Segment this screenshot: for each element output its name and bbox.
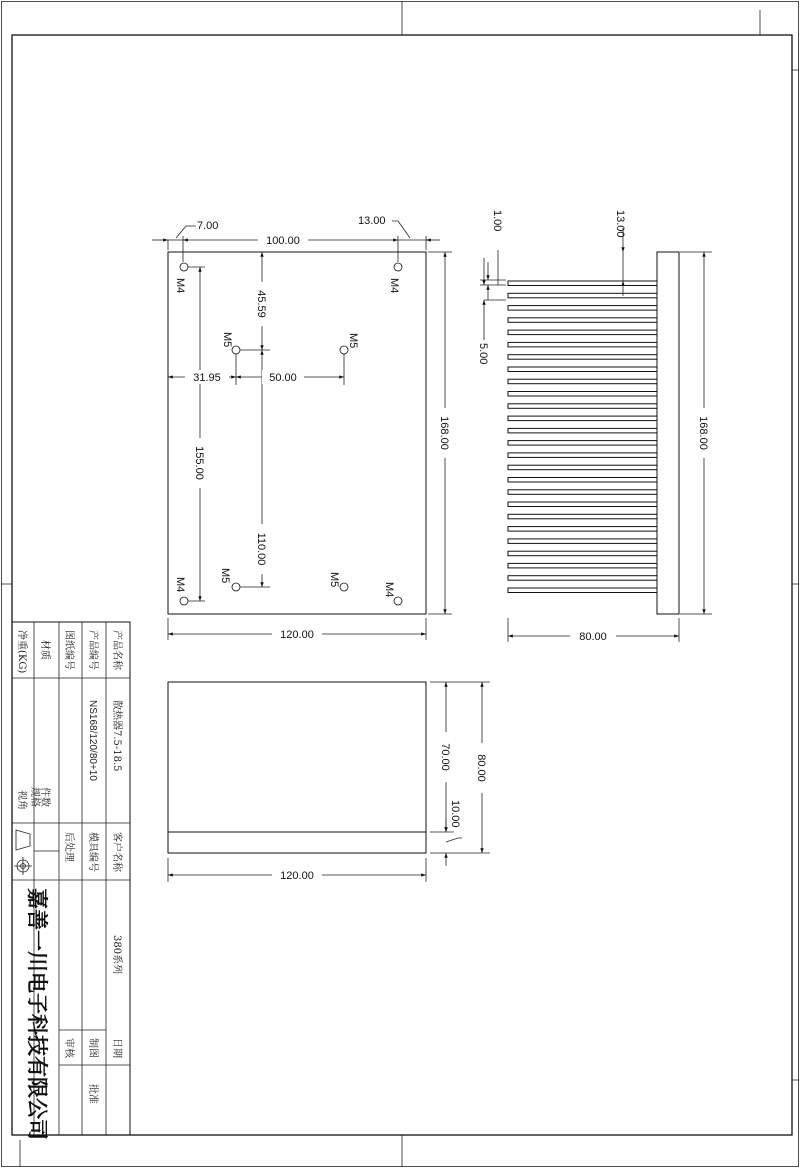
tb-material-label: 材质 [39, 640, 50, 660]
dim-120-top: 120.00 [280, 629, 314, 641]
label-m5-ul: M5 [221, 332, 233, 348]
tb-product-no-value: NS168/120/80+10 [87, 700, 98, 781]
fin [508, 441, 657, 446]
fin [508, 551, 657, 556]
m4-hole-top-right [394, 263, 402, 271]
m5-hole-lower-right [340, 583, 348, 591]
company-name: 嘉善一川电子科技有限公司 [25, 888, 50, 1140]
fin [508, 392, 657, 397]
tb-series-value: 380系列 [111, 935, 122, 975]
fin [508, 416, 657, 421]
dim-13-side: 13.00 [614, 210, 626, 238]
dim-80-side: 80.00 [579, 631, 607, 643]
tb-product-no-label: 产品编号 [87, 630, 98, 670]
fin [508, 465, 657, 470]
dim-100: 100.00 [266, 235, 300, 247]
fin [508, 539, 657, 544]
tb-view-label: 视角 [16, 790, 27, 810]
label-m5-ll: M5 [219, 568, 231, 584]
dim-155: 155.00 [193, 446, 205, 480]
dim-5-side: 5.00 [477, 343, 489, 365]
fin [508, 367, 657, 372]
dim-110: 110.00 [255, 532, 267, 566]
tb-spec-label: 规格 [29, 787, 40, 807]
top-view-outline [168, 252, 426, 614]
fin [508, 490, 657, 495]
tb-post-process-label: 后处理 [63, 832, 74, 862]
dim-31-95: 31.95 [193, 372, 221, 384]
fins [508, 281, 657, 593]
fin [508, 379, 657, 384]
tb-review-label: 审核 [63, 1038, 74, 1058]
dim-80-front: 80.00 [475, 754, 487, 782]
front-view [168, 682, 490, 882]
tb-approve-label: 批准 [87, 1084, 98, 1104]
tb-weight-label: 净重(KG) [16, 630, 27, 674]
fin [508, 514, 657, 519]
label-m5-ur: M5 [347, 333, 359, 349]
m4-hole-bottom-right [394, 597, 402, 605]
fin [508, 478, 657, 483]
dim-13-top: 13.00 [358, 215, 386, 227]
label-m5-lr: M5 [328, 572, 340, 588]
fin [508, 502, 657, 507]
fin [508, 428, 657, 433]
fin [508, 527, 657, 532]
label-m4-tr: M4 [388, 278, 400, 294]
tb-product-name-label: 产品名称 [111, 630, 122, 670]
tb-pieces-label: 件数 [39, 787, 50, 807]
top-view [152, 215, 453, 641]
label-m4-br: M4 [383, 582, 395, 598]
tb-mold-no-label: 模具编号 [87, 832, 98, 872]
dim-120-front: 120.00 [280, 870, 314, 882]
dim-10-front: 10.00 [449, 800, 461, 828]
front-view-outline [168, 682, 426, 853]
dim-168-side: 168.00 [697, 416, 709, 450]
m4-hole-bottom-left [180, 597, 188, 605]
fin [508, 293, 657, 298]
label-m4-bl: M4 [174, 577, 186, 593]
fin [508, 306, 657, 311]
dim-168-top: 168.00 [438, 416, 450, 450]
side-view [477, 210, 712, 643]
fin [508, 330, 657, 335]
tb-drawn-label: 制图 [87, 1038, 98, 1058]
fin [508, 404, 657, 409]
fin [508, 563, 657, 568]
tb-drawing-no-label: 图纸编号 [63, 630, 74, 670]
tb-customer-label: 客户名称 [111, 832, 122, 872]
fin [508, 576, 657, 581]
fin [508, 318, 657, 323]
dim-50: 50.00 [269, 372, 297, 384]
dim-45-59: 45.59 [255, 290, 267, 318]
fin [508, 588, 657, 593]
inner-frame [12, 35, 792, 1135]
label-m4-tl: M4 [174, 278, 186, 294]
fin [508, 355, 657, 360]
tb-product-name-value: 散热器7.5-18.5 [111, 700, 122, 772]
projection-symbol-icon [14, 830, 32, 875]
fin [508, 342, 657, 347]
side-base-plate [657, 252, 679, 614]
m5-hole-upper-right [340, 346, 348, 354]
fin [508, 453, 657, 458]
fin [508, 281, 657, 286]
tb-date-label: 日期 [111, 1038, 122, 1058]
m4-hole-top-left [180, 263, 188, 271]
dim-7: 7.00 [197, 220, 219, 232]
dim-70-front: 70.00 [439, 743, 451, 771]
title-block [12, 622, 130, 1140]
m5-hole-lower-left [232, 583, 240, 591]
dim-1-side: 1.00 [491, 210, 503, 232]
